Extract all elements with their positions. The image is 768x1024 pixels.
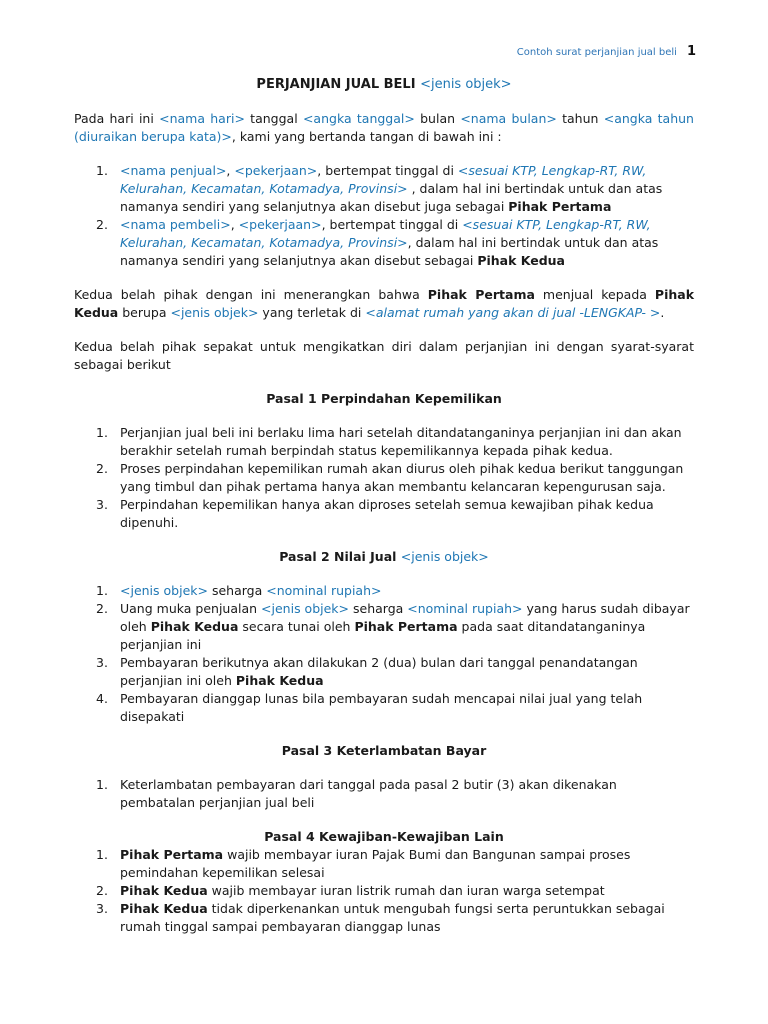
placeholder-object-type: <jenis objek> — [170, 305, 259, 320]
statement-text: berupa — [118, 305, 171, 320]
list-item — [74, 424, 694, 460]
list-item-text: Perpindahan kepemilikan hanya akan diproses setelah semua kewajiban pihak kedua dipenuhi. — [120, 497, 654, 530]
placeholder-buyer-name: <nama pembeli> — [120, 217, 231, 232]
list-item-text: Uang muka penjualan — [120, 601, 262, 616]
placeholder-date: <angka tanggal> — [302, 111, 415, 126]
role-label: Pihak Pertama — [427, 287, 535, 302]
intro-text: Pada hari ini — [74, 111, 160, 126]
list-number: 3. — [96, 901, 108, 916]
list-item-text: seharga — [207, 583, 267, 598]
list-item — [74, 654, 694, 690]
list-number: 1. — [96, 583, 108, 598]
list-number: 3. — [96, 655, 108, 670]
role-label: Pihak Kedua — [120, 883, 208, 898]
pasal-3-list — [74, 776, 694, 812]
parties-list — [74, 162, 694, 270]
list-item — [74, 900, 694, 936]
statement-text: menjual kepada — [534, 287, 655, 302]
list-item-text: wajib membayar iuran listrik rumah dan iuran warga setempat — [207, 883, 605, 898]
party-text: , bertempat tinggal di — [321, 217, 463, 232]
list-item — [74, 846, 694, 882]
list-item — [74, 690, 694, 726]
placeholder-occupation: <pekerjaan> — [234, 163, 318, 178]
placeholder-day-name: <nama hari> — [159, 111, 245, 126]
running-title: Contoh surat perjanjian jual beli — [516, 47, 677, 58]
list-item-text: yang harus sudah dibayar oleh — [120, 601, 690, 634]
role-label: Pihak Kedua — [477, 253, 565, 268]
placeholder-object-type: <jenis objek> — [120, 583, 208, 598]
role-label: Pihak Pertama — [354, 619, 458, 634]
list-item-text: pada saat ditandatanganinya perjanjian ini — [120, 619, 646, 652]
placeholder-month: <nama bulan> — [460, 111, 557, 126]
party-text: , bertempat tinggal di — [317, 163, 458, 178]
list-item-text: Pembayaran dianggap lunas bila pembayaran sudah mencapai nilai jual yang telah disepakati — [120, 691, 643, 724]
title-main: PERJANJIAN JUAL BELI — [256, 77, 416, 92]
role-label: Pihak Pertama — [508, 199, 612, 214]
list-number: 1. — [96, 425, 108, 440]
pasal-2-title — [74, 548, 694, 566]
list-item — [74, 582, 694, 600]
page-number: 1 — [686, 44, 696, 59]
intro-text: tahun — [556, 111, 604, 126]
document-title — [74, 76, 694, 94]
pasal-4-title: Pasal 4 Kewajiban-Kewajiban Lain — [264, 829, 504, 844]
separator: , — [230, 217, 239, 232]
pasal-1-list — [74, 424, 694, 532]
title-placeholder: <jenis objek> — [420, 77, 512, 92]
list-number: 2. — [96, 601, 108, 616]
statement-paragraph — [74, 286, 694, 322]
party-text: , dalam hal ini bertindak untuk dan atas namanya sendiri yang selanjutnya akan disebut sebagai — [120, 235, 659, 268]
placeholder-object-type: <jenis objek> — [400, 549, 489, 564]
list-number: 2. — [96, 883, 108, 898]
placeholder-address: <sesuai KTP, Lengkap-RT, RW, Kelurahan, Kecamatan, Kotamadya, Provinsi> — [120, 217, 651, 250]
list-number: 3. — [96, 497, 108, 512]
list-item — [74, 600, 694, 654]
list-item — [74, 776, 694, 812]
list-number: 1. — [96, 847, 108, 862]
document-body — [74, 76, 694, 952]
role-label: Pihak Kedua — [74, 287, 695, 320]
party-item-seller — [74, 162, 694, 216]
placeholder-seller-name: <nama penjual> — [120, 163, 227, 178]
separator: , — [226, 163, 235, 178]
list-item-text: secara tunai oleh — [238, 619, 355, 634]
placeholder-house-address: <alamat rumah yang akan di jual -LENGKAP- > — [365, 305, 661, 320]
agreement-paragraph: Kedua belah pihak sepakat untuk mengikatkan diri dalam perjanjian ini dengan syarat-syarat sebagai berikut — [74, 339, 694, 372]
pasal-3-title: Pasal 3 Keterlambatan Bayar — [281, 743, 487, 758]
list-number: 2. — [96, 461, 108, 476]
list-item-text: Pembayaran berikutnya akan dilakukan 2 (dua) bulan dari tanggal penandatangan perjanjian ini oleh — [120, 655, 638, 688]
pasal-2-list — [74, 582, 694, 726]
party-text: , dalam hal ini bertindak untuk dan atas namanya sendiri yang selanjutnya akan disebut juga sebagai — [120, 181, 663, 214]
list-item-text: wajib membayar iuran Pajak Bumi dan Bangunan sampai proses pemindahan kepemilikan selesai — [120, 847, 631, 880]
placeholder-address: <sesuai KTP, Lengkap-RT, RW, Kelurahan, Kecamatan, Kotamadya, Provinsi> — [120, 163, 647, 196]
list-item-text: Perjanjian jual beli ini berlaku lima hari setelah ditandatanganinya perjanjian ini dan akan berakhir setelah rumah berpindah status kepemilikannya kepada pihak kedua. — [120, 425, 682, 458]
list-item — [74, 882, 694, 900]
role-label: Pihak Kedua — [150, 619, 239, 634]
pasal-1-title: Pasal 1 Perpindahan Kepemilikan — [266, 391, 502, 406]
list-item-text: Proses perpindahan kepemilikan rumah akan diurus oleh pihak kedua berikut tanggungan yang timbul dan pihak pertama hanya akan membantu kelancaran kepengurusan saja. — [120, 461, 684, 494]
statement-text: yang terletak di — [258, 305, 366, 320]
placeholder-year: <angka tahun (diuraikan berupa kata)> — [74, 111, 694, 144]
pasal-2-title-text: Pasal 2 Nilai Jual — [279, 549, 401, 564]
statement-text: . — [660, 305, 665, 320]
pasal-4-list — [74, 846, 694, 936]
list-item-text: tidak diperkenankan untuk mengubah fungsi serta peruntukkan sebagai rumah tinggal sampai pembayaran dianggap lunas — [120, 901, 665, 934]
intro-text: , kami yang bertanda tangan di bawah ini : — [231, 129, 502, 144]
list-number: 1. — [96, 163, 108, 178]
role-label: Pihak Kedua — [235, 673, 324, 688]
list-item — [74, 496, 694, 532]
running-header — [517, 44, 696, 59]
list-number: 4. — [96, 691, 108, 706]
list-item — [74, 460, 694, 496]
intro-paragraph — [74, 110, 694, 146]
placeholder-object-type: <jenis objek> — [261, 601, 350, 616]
party-item-buyer — [74, 216, 694, 270]
intro-text: tanggal — [244, 111, 303, 126]
list-number: 2. — [96, 217, 108, 232]
placeholder-occupation: <pekerjaan> — [238, 217, 322, 232]
list-number: 1. — [96, 777, 108, 792]
intro-text: bulan — [414, 111, 461, 126]
role-label: Pihak Kedua — [120, 901, 208, 916]
list-item-text: seharga — [349, 601, 408, 616]
statement-text: Kedua belah pihak dengan ini menerangkan bahwa — [74, 287, 428, 302]
placeholder-rupiah: <nominal rupiah> — [266, 583, 382, 598]
placeholder-rupiah: <nominal rupiah> — [407, 601, 523, 616]
list-item-text: Keterlambatan pembayaran dari tanggal pada pasal 2 butir (3) akan dikenakan pembatalan perjanjian jual beli — [120, 777, 617, 810]
role-label: Pihak Pertama — [120, 847, 224, 862]
